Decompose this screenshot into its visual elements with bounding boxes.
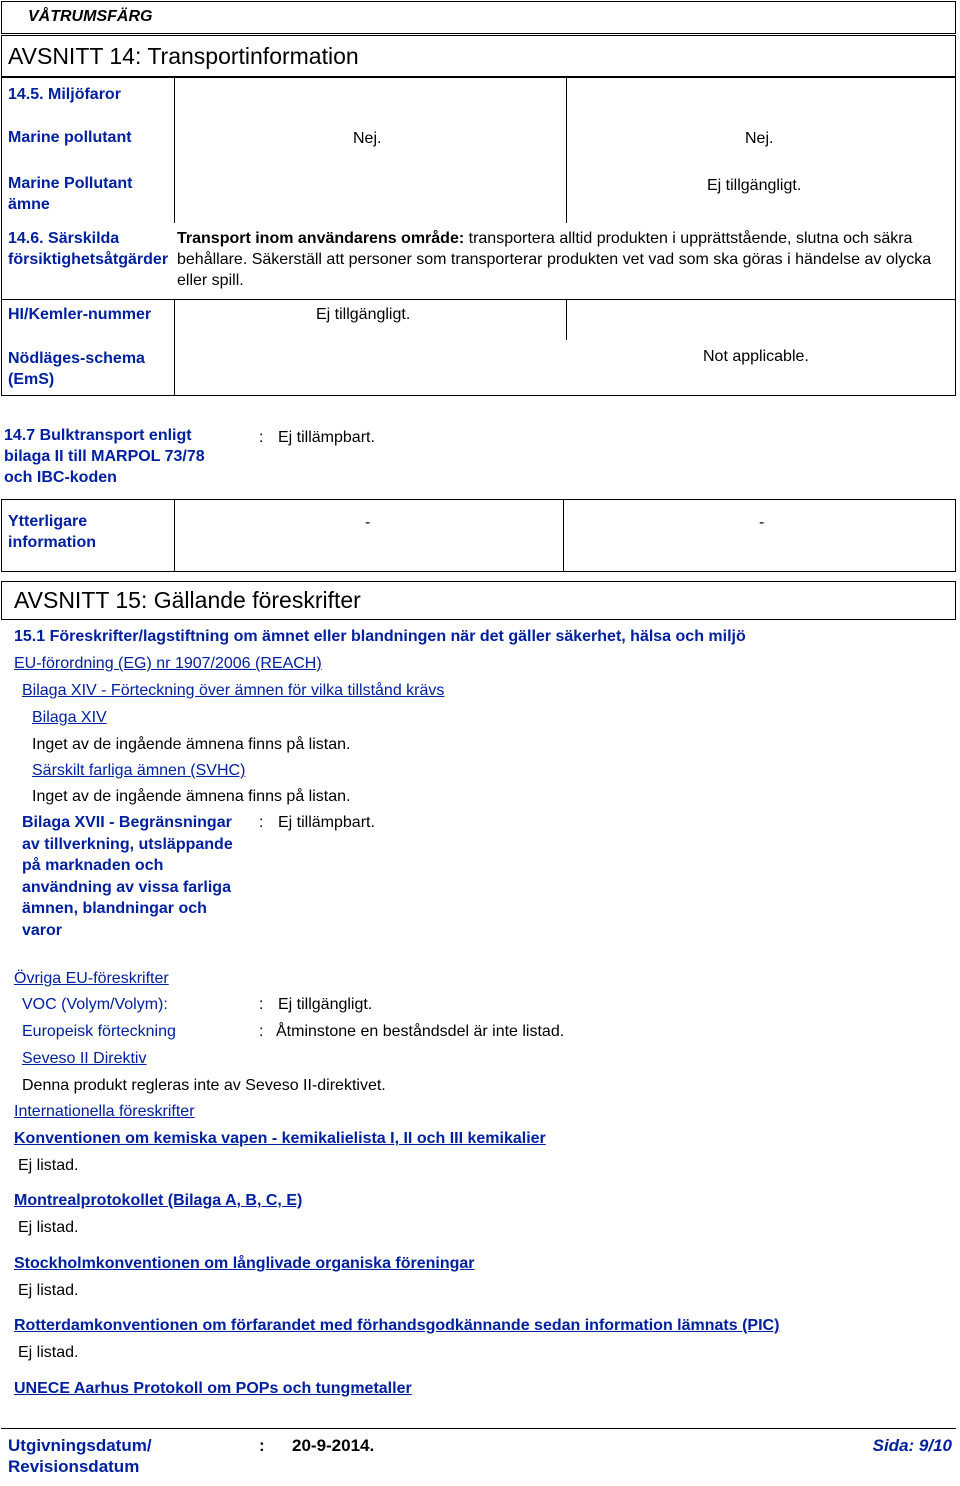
marine-pollutant-col2: Nej.	[745, 130, 774, 147]
stockholm-heading: Stockholmkonventionen om långlivade organiska föreningar	[14, 1255, 475, 1272]
hi-kemler-label: HI/Kemler-nummer	[8, 306, 152, 323]
section15-title: AVSNITT 15: Gällande föreskrifter	[14, 587, 361, 613]
table-row-separator	[1, 299, 956, 300]
footer-rule	[1, 1428, 956, 1429]
montreal-value: Ej listad.	[18, 1219, 79, 1236]
eu-inventory-colon: :	[259, 1023, 264, 1040]
voc-value: Ej tillgängligt.	[278, 996, 373, 1013]
eu-inventory-label: Europeisk förteckning	[22, 1023, 176, 1040]
rotterdam-value: Ej listad.	[18, 1344, 79, 1361]
international-heading: Internationella föreskrifter	[14, 1103, 195, 1120]
voc-label: VOC (Volym/Volym):	[22, 996, 168, 1013]
annex17-label: Bilaga XVII - Begränsningar av tillverkning, utsläppande på marknaden och användning av vissa farliga ämnen, blandningar och varor	[22, 814, 233, 939]
seveso-heading: Seveso II Direktiv	[22, 1050, 147, 1067]
annex14-value: Inget av de ingående ämnena finns på listan.	[32, 736, 351, 753]
cwc-heading: Konventionen om kemiska vapen - kemikalielista I, II och III kemikalier	[14, 1130, 546, 1147]
table-divider-label	[174, 77, 175, 223]
eu-inventory-value: Åtminstone en beståndsdel är inte listad.	[276, 1023, 565, 1040]
additional-info-col2: -	[759, 514, 765, 531]
table-divider-col-2	[566, 300, 567, 340]
ems-value: Not applicable.	[703, 348, 809, 365]
product-name: VÅTRUMSFÄRG	[28, 8, 153, 25]
bulk-transport-colon: :	[259, 429, 264, 446]
rotterdam-heading: Rotterdamkonventionen om förfarandet med förhandsgodkännande sedan information lämnats (PIC)	[14, 1317, 780, 1334]
env-hazards-label: 14.5. Miljöfaror	[8, 86, 121, 103]
footer-page-number: Sida: 9/10	[872, 1436, 952, 1455]
other-eu-heading: Övriga EU-föreskrifter	[14, 970, 169, 987]
additional-divider-label	[174, 499, 175, 572]
bulk-transport-value: Ej tillämpbart.	[278, 429, 375, 446]
annex14-heading: Bilaga XIV	[32, 709, 107, 726]
footer-colon: :	[259, 1436, 265, 1455]
unece-heading: UNECE Aarhus Protokoll om POPs och tungmetaller	[14, 1380, 412, 1397]
special-precautions-text	[177, 228, 952, 291]
marine-pollutant-substance-label: Marine Pollutant ämne	[8, 175, 133, 213]
marine-pollutant-substance-value: Ej tillgängligt.	[707, 177, 802, 194]
eu-reach-heading: EU-förordning (EG) nr 1907/2006 (REACH)	[14, 655, 322, 672]
stockholm-value: Ej listad.	[18, 1282, 79, 1299]
svhc-heading: Särskilt farliga ämnen (SVHC)	[32, 762, 246, 779]
special-precautions-label: 14.6. Särskilda försiktighetsåtgärder	[8, 230, 169, 268]
table-divider-label-2	[174, 300, 175, 396]
bulk-transport-label: 14.7 Bulktransport enligt bilaga II till MARPOL 73/78 och IBC-koden	[4, 427, 205, 486]
special-precautions-body: transportera alltid produkten i upprättstående, slutna och säkra behållare. Säkerställ att personer som transporterar produkten vet vad som ska göras i händelse av olycka eller spill.	[177, 230, 932, 289]
footer-date-value: 20-9-2014.	[292, 1436, 375, 1455]
additional-info-label: Ytterligare information	[8, 513, 96, 551]
table-divider-col	[566, 77, 567, 223]
additional-info-col1: -	[365, 514, 371, 531]
marine-pollutant-col1: Nej.	[353, 130, 382, 147]
voc-colon: :	[259, 996, 264, 1013]
cwc-value: Ej listad.	[18, 1157, 79, 1174]
marine-pollutant-label: Marine pollutant	[8, 129, 132, 146]
additional-divider-col	[563, 499, 564, 572]
section15-subtitle: 15.1 Föreskrifter/lagstiftning om ämnet eller blandningen när det gäller säkerhet, hälsa och miljö	[14, 628, 746, 645]
seveso-value: Denna produkt regleras inte av Seveso II-direktivet.	[22, 1077, 386, 1094]
hi-kemler-value: Ej tillgängligt.	[316, 306, 411, 323]
footer-date-label: Utgivningsdatum/ Revisionsdatum	[8, 1436, 152, 1476]
annex14-list-heading: Bilaga XIV - Förteckning över ämnen för vilka tillstånd krävs	[22, 682, 445, 699]
montreal-heading: Montrealprotokollet (Bilaga A, B, C, E)	[14, 1192, 303, 1209]
special-precautions-lead: Transport inom användarens område:	[177, 230, 465, 247]
annex17-colon: :	[259, 814, 264, 831]
section14-title: AVSNITT 14: Transportinformation	[8, 43, 359, 69]
ems-label: Nödläges-schema (EmS)	[8, 350, 145, 388]
svhc-value: Inget av de ingående ämnena finns på listan.	[32, 788, 351, 805]
annex17-value: Ej tillämpbart.	[278, 814, 375, 831]
